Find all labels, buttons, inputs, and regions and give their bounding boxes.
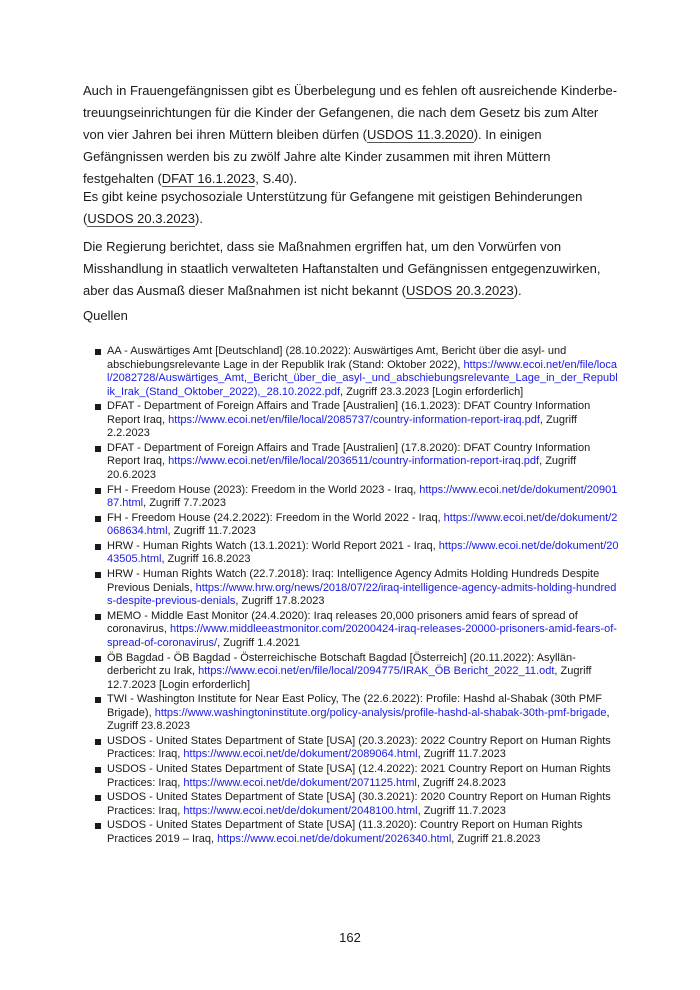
source-access-date: , Zugriff 11.7.2023: [167, 525, 256, 538]
bullet-icon: [95, 614, 101, 620]
source-list-item: [93, 791, 619, 818]
bullet-icon: [95, 516, 101, 522]
paragraph-psychosocial-support: [83, 186, 619, 230]
source-list-item: [93, 819, 619, 846]
citation-link[interactable]: DFAT 16.1.2023: [161, 171, 256, 186]
source-text: USDOS - United States Department of State [USA] (20.3.2023): 2022 Country Report on Human Rights Practices: Iraq,: [107, 734, 611, 761]
source-url-link[interactable]: https://www.ecoi.net/de/dokument/2043505.html: [107, 539, 619, 566]
source-list-item: [93, 568, 619, 609]
bullet-icon: [95, 488, 101, 494]
bullet-icon: [95, 446, 101, 452]
bullet-icon: [95, 739, 101, 745]
source-access-date: , Zugriff 7.7.2023: [143, 497, 227, 510]
citation-link[interactable]: USDOS 20.3.2023: [87, 211, 196, 226]
citation-link[interactable]: USDOS 20.3.2023: [406, 283, 514, 298]
bullet-icon: [95, 656, 101, 662]
source-text: USDOS - United States Department of State [USA] (30.3.2021): 2020 Country Report on Human Rights Practices: Iraq,: [107, 791, 611, 817]
bullet-icon: [95, 767, 101, 773]
source-url-link[interactable]: https://www.ecoi.net/de/dokument/2071125.html: [183, 776, 417, 789]
source-access-date: , Zugriff 23.3.2023 [Login erforderlich]: [340, 385, 524, 398]
source-url-link[interactable]: https://www.ecoi.net/de/dokument/2068634.html: [107, 511, 618, 538]
source-text: USDOS - United States Department of State [USA] (12.4.2022): 2021 Country Report on Human Rights Practices: Iraq,: [107, 763, 611, 789]
source-url-link[interactable]: https://www.ecoi.net/en/file/local/2094775/IRAK_ÖB Bericht_2022_11.odt: [198, 665, 555, 677]
source-list-item: [93, 540, 619, 567]
source-list-item: [93, 400, 619, 441]
paragraph-text: Die Regierung berichtet, dass sie Maßnahmen ergriffen hat, um den Vorwürfen von Misshandlung in staatlich verwalteten Haftanstalten und Gefängnissen entgegenzuwirken, aber das Ausmaß dieser Maßnahmen ist nicht bekannt (: [83, 239, 601, 298]
bullet-icon: [95, 795, 101, 801]
source-url-link[interactable]: https://www.middleeastmonitor.com/20200424-iraq-releases-20000-prisoners-amid-fears-of-spread-of-coronavirus/: [107, 623, 617, 649]
source-url-link[interactable]: https://www.washingtoninstitute.org/policy-analysis/profile-hashd-al-shabak-30th-pmf-brigade: [154, 706, 607, 719]
bullet-icon: [95, 349, 101, 355]
source-access-date: , Zugriff 12.7.2023 [Login erforderlich]: [107, 665, 592, 691]
source-access-date: , Zugriff 11.7.2023: [417, 748, 506, 761]
source-list-item: [93, 512, 619, 539]
source-url-link[interactable]: https://www.hrw.org/news/2018/07/22/iraq-intelligence-agency-admits-holding-hundreds-despite-previous-denials: [107, 581, 617, 608]
sources-list: [93, 345, 619, 848]
source-url-link[interactable]: https://www.ecoi.net/en/file/local/2036511/country-information-report-iraq.pdf: [168, 455, 540, 468]
source-text: HRW - Human Rights Watch (22.7.2018): Iraq: Intelligence Agency Admits Holding Hundreds Despite Previous Denials,: [107, 568, 600, 594]
source-list-item: [93, 763, 619, 790]
citation-link[interactable]: USDOS 11.3.2020: [367, 127, 474, 142]
source-list-item: [93, 652, 619, 693]
paragraph-text: , S.40).: [255, 171, 298, 186]
source-access-date: , Zugriff 20.6.2023: [107, 455, 577, 481]
bullet-icon: [95, 572, 101, 578]
source-text: USDOS - United States Department of State [USA] (11.3.2020): Country Report on Human Rights Practices 2019 – Iraq,: [107, 819, 583, 845]
bullet-icon: [95, 697, 101, 703]
sources-heading: Quellen: [83, 308, 128, 323]
paragraph-text: ).: [513, 283, 522, 298]
source-text: FH - Freedom House (24.2.2022): Freedom in the World 2022 - Iraq,: [107, 511, 444, 524]
source-list-item: [93, 484, 619, 511]
paragraph-text: ). In einigen Gefängnissen werden bis zu zwölf Jahre alte Kinder zusammen mit ihren Müttern festgehalten (: [83, 127, 551, 186]
paragraph-text: ).: [195, 211, 203, 226]
source-url-link[interactable]: https://www.ecoi.net/de/dokument/2090187.html: [107, 483, 618, 510]
source-access-date: , Zugriff 2.2.2023: [107, 413, 577, 440]
source-url-link[interactable]: https://www.ecoi.net/en/file/local/2082728/Auswärtiges_Amt,_Bericht_über_die_asyl-_und_abschiebungsrelevante_Lage_in_der_Republik_Irak_(Stand_Oktober_2022),_28.10.2022.pdf: [107, 358, 618, 398]
source-access-date: , Zugriff 17.8.2023: [235, 595, 325, 608]
source-text: DFAT - Department of Foreign Affairs and Trade [Australien] (17.8.2020): DFAT Country Information Report Iraq,: [107, 441, 591, 468]
source-access-date: , Zugriff 23.8.2023: [107, 706, 610, 733]
bullet-icon: [95, 823, 101, 829]
source-access-date: , Zugriff 16.8.2023: [161, 553, 251, 566]
source-text: HRW - Human Rights Watch (13.1.2021): World Report 2021 - Iraq,: [107, 539, 439, 552]
source-text: DFAT - Department of Foreign Affairs and Trade [Australien] (16.1.2023): DFAT Country Information Report Iraq,: [107, 400, 591, 426]
source-text: MEMO - Middle East Monitor (24.4.2020): Iraq releases 20,000 prisoners amid fears of spread of coronavirus,: [107, 609, 578, 636]
source-text: TWI - Washington Institute for Near East Policy, The (22.6.2022): Profile: Hashd al-Shabak (30th PMF Brigade),: [107, 693, 603, 719]
source-text: ÖB Bagdad - ÖB Bagdad - Österreichische Botschaft Bagdad [Österreich] (20.11.2022): Asylländerbericht zu Irak,: [107, 651, 576, 677]
paragraph-text: Es gibt keine psychosoziale Unterstützung für Gefangene mit geistigen Behinderungen (: [83, 189, 583, 226]
bullet-icon: [95, 544, 101, 550]
page-number: 162: [339, 930, 361, 945]
source-text: AA - Auswärtiges Amt [Deutschland] (28.10.2022): Auswärtiges Amt, Bericht über die asyl- und abschiebungsrelevante Lage in der Republik Irak (Stand: Oktober 2022),: [107, 345, 567, 371]
source-list-item: [93, 442, 619, 483]
source-access-date: , Zugriff 1.4.2021: [217, 636, 301, 649]
bullet-icon: [95, 404, 101, 410]
source-url-link[interactable]: https://www.ecoi.net/de/dokument/2048100.html: [183, 804, 418, 817]
source-access-date: , Zugriff 24.8.2023: [416, 776, 506, 789]
source-list-item: [93, 345, 619, 399]
paragraph-text: Auch in Frauengefängnissen gibt es Überbelegung und es fehlen oft ausreichende Kinderbetreuungseinrichtungen für die Kinder der Gefangenen, die nach dem Gesetz bis zum Alter von vier Jahren bei ihren Müttern bleiben dürfen (: [83, 83, 618, 142]
source-text: FH - Freedom House (2023): Freedom in the World 2023 - Iraq,: [107, 483, 420, 496]
paragraph-women-prisons: [83, 80, 619, 190]
source-list-item: [93, 693, 619, 734]
source-url-link[interactable]: https://www.ecoi.net/de/dokument/2026340.html: [217, 832, 452, 845]
source-access-date: , Zugriff 21.8.2023: [451, 832, 541, 845]
source-url-link[interactable]: https://www.ecoi.net/de/dokument/2089064.html: [183, 748, 418, 761]
source-access-date: , Zugriff 11.7.2023: [417, 804, 506, 817]
source-url-link[interactable]: https://www.ecoi.net/en/file/local/2085737/country-information-report-iraq.pdf: [168, 413, 540, 426]
source-list-item: [93, 735, 619, 762]
source-list-item: [93, 610, 619, 651]
paragraph-government-measures: [83, 236, 619, 302]
